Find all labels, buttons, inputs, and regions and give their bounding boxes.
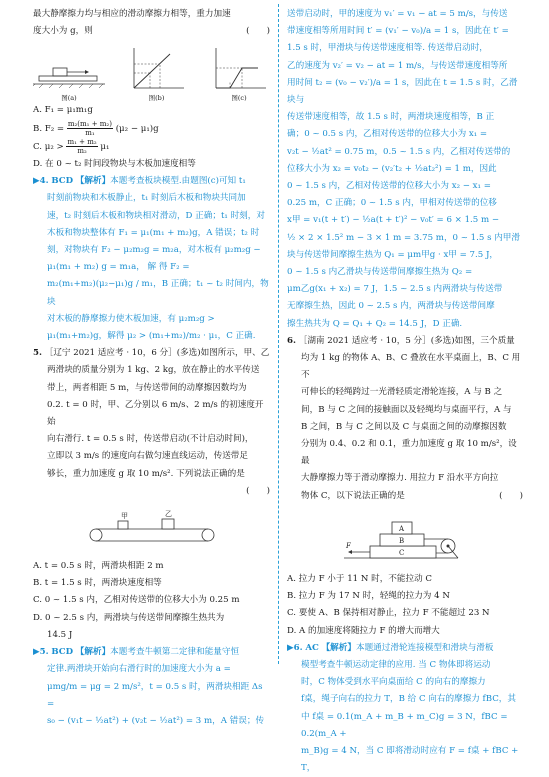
block-label-jia: 甲 bbox=[120, 512, 128, 521]
block-label-a: A bbox=[399, 524, 405, 533]
figure-a bbox=[33, 46, 105, 102]
solution-5-cont-line: 擦生热共为 Q = Q₁ + Q₂ = 14.5 J，D 正确. bbox=[287, 318, 463, 329]
question-6-line: 可伸长的轻绳跨过一光滑轻质定滑轮连接，A 与 B 之 bbox=[301, 387, 503, 398]
solution-4-line: μ₁(m₁+m₂)g，解得 μ₂ > (m₁+m₂)/m₂ · μ₁，C 正确. bbox=[47, 331, 256, 342]
solution-5-answer: BCD bbox=[51, 647, 74, 658]
block-label-yi: 乙 bbox=[164, 510, 172, 519]
question-5-line: 向右滑行. t = 0.5 s 时，传送带启动(不计启动时间)， bbox=[47, 434, 254, 445]
question-5 bbox=[33, 345, 270, 644]
solution-5-cont-line: 传送带速度相等，故 1.5 s 时，两滑块速度相等，B 正 bbox=[287, 112, 495, 123]
solution-5-line: 本题考查牛顿第二定律和能量守恒 bbox=[110, 647, 240, 658]
solution-6-marker: ▶6. bbox=[287, 642, 303, 653]
question-5-line: ［辽宁 2021 适应考 · 10，6 分］(多选)如图所示，甲、乙 bbox=[44, 348, 270, 359]
figure-b bbox=[126, 44, 188, 102]
force-label-f: F bbox=[346, 541, 351, 550]
solution-5-cont-line: 乙的速度为 v₂′ = v₂ − at = 1 m/s，与传送带速度相等所 bbox=[287, 60, 508, 71]
solution-4-answer: BCD bbox=[51, 176, 74, 187]
block-label-c: C bbox=[399, 548, 405, 557]
board-block-diagram bbox=[33, 46, 105, 94]
question-5-line: 立即以 3 m/s 的速度向右做匀速直线运动，传送带足 bbox=[47, 451, 248, 462]
solution-5-cont-line: ½ × 2 × 1.5² m − 3 × 1 m = 3.75 m，0 ~ 1.5 s 内甲滑 bbox=[287, 232, 520, 243]
solution-4-line: 速，t₂ 时刻后木板和物块相对滑动，D 正确；t₁ 时刻，对 bbox=[47, 210, 265, 221]
solution-5-cont-line: 送带启动时，甲的速度为 v₁′ = v₁ − at = 5 m/s，与传送 bbox=[287, 9, 508, 19]
question-6-number: 6. bbox=[287, 335, 296, 346]
question-6-line: 大静摩擦力等于滑动摩擦力. 用拉力 F 沿水平方向拉 bbox=[301, 473, 499, 484]
question-6-option-c: C. 要使 A、B 保持相对静止，拉力 F 不能超过 23 N bbox=[287, 608, 490, 619]
question-6-line: ［湖南 2021 适应考 · 10，5 分］(多选)如图，三个质量 bbox=[298, 335, 515, 346]
solution-4 bbox=[33, 173, 270, 345]
figure-c bbox=[208, 44, 270, 102]
question-6-option-a: A. 拉力 F 小于 11 N 时，不能拉动 C bbox=[287, 573, 432, 584]
solution-5-continued bbox=[287, 6, 523, 333]
solution-4-line: 本题考查板块模型.由题图(c)可知 t₁ bbox=[110, 176, 246, 187]
solution-5-line: 定律.两滑块开始向右滑行时的加速度大小为 a = bbox=[47, 664, 231, 675]
solution-5-cont-line: 0.25 m，C 正确；0 ~ 1.5 s 内，甲相对传送带的位移 bbox=[287, 198, 497, 209]
q3-option-b: B. F₂ = $\frac{\text{m₂(m₁ + m₂)}}{\text{m₁}}$ (μ₂ − μ₁)g bbox=[33, 119, 159, 137]
right-column bbox=[287, 6, 523, 777]
question-6 bbox=[287, 333, 523, 640]
question-5-option-d: D. 0 ~ 2.5 s 内，两滑块与传送带间摩擦生热共为 bbox=[33, 612, 225, 623]
figure-b-caption: 图(b) bbox=[148, 94, 165, 103]
solution-5-line: s₀ − (v₁t − ½at²) + (v₂t − ½at²) = 3 m，A 错误；传 bbox=[47, 715, 265, 726]
pulley-figure bbox=[287, 505, 523, 571]
solution-4-line: 刻，对物块有 F₂ − μ₂m₂g = m₂a，对木板有 μ₂m₂g − bbox=[47, 245, 261, 256]
solution-5-cont-line: 块与传送带间摩擦生热为 Q₁ = μm甲g · x甲 = 7.5 J， bbox=[287, 249, 498, 260]
q3-line2: 度大小为 g，则 ( ) bbox=[33, 23, 270, 40]
solution-6-line: 中 f桌 = 0.1(m_A + m_B + m_C)g = 3 N，fBC = 0.2(m_A + bbox=[301, 711, 508, 739]
block-label-b: B bbox=[399, 536, 405, 545]
solution-6-line: m_B)g = 4 N，当 C 即将滑动时应有 F = f桌 + fBC + T， bbox=[301, 745, 519, 774]
q3-figures bbox=[33, 42, 270, 102]
solution-5-cont-line: x甲 = v₁(t + t′) − ½a(t + t′)² − v₀t′ = 6 × 1.5 m − bbox=[287, 215, 500, 226]
solution-5-cont-line: μm乙g(x₁ + x₂) = 7 J，1.5 ~ 2.5 s 内两滑块与传送带 bbox=[287, 284, 503, 295]
solution-5-cont-line: 无摩擦生热，因此 0 ~ 2.5 s 内，两滑块与传送带间摩 bbox=[287, 301, 495, 312]
question-5-option-b: B. t = 1.5 s 时，两滑块速度相等 bbox=[33, 578, 162, 589]
conveyor-belt-diagram bbox=[82, 509, 222, 549]
solution-4-line: μ₁(m₁ + m₂) g = m₁a， 解 得 F₂ = bbox=[47, 262, 190, 273]
figure-c-caption: 图(c) bbox=[231, 94, 247, 103]
column-divider bbox=[278, 4, 279, 664]
solution-5-tag: 【解析】 bbox=[75, 647, 111, 658]
force-time-graph bbox=[126, 44, 188, 94]
q3-option-c: C. μ₂ > $\frac{\text{m₁ + m₂}}{\text{m₂}}$ μ₁ bbox=[33, 137, 110, 155]
q3-option-d: D. 在 0 ~ t₂ 时间段物块与木板加速度相等 bbox=[33, 159, 196, 170]
solution-5-cont-line: 带速度相等所用时间 t′ = (v₁′ − v₀)/a = 1 s，因此在 t′ = bbox=[287, 26, 509, 37]
question-5-option-c: C. 0 ~ 1.5 s 内，乙相对传送带的位移大小为 0.25 m bbox=[33, 595, 240, 606]
solution-5-cont-line: v₂t − ½at² = 0.75 m，0.5 ~ 1.5 s 内，乙相对传送带的 bbox=[287, 146, 511, 157]
question-6-option-b: B. 拉力 F 为 17 N 时，轻绳的拉力为 4 N bbox=[287, 591, 450, 602]
solution-4-line: 木板和物块整体有 F₁ = μ₁(m₁ + m₂)g，A 错误；t₂ 时 bbox=[47, 227, 260, 238]
q3-option-b-fraction: $\frac{\text{m₂(m₁ + m₂)}}{\text{m₁}}$ bbox=[67, 119, 112, 137]
conveyor-figure bbox=[33, 500, 270, 558]
solution-6 bbox=[287, 640, 523, 777]
q3-line1: 最大静摩擦力均与相应的滑动摩擦力相等，重力加速 bbox=[33, 9, 231, 19]
solution-4-line: 时刻前物块和木板静止，t₁ 时刻后木板和物块共同加 bbox=[47, 193, 246, 204]
solution-5-cont-line: 位移大小为 x₂ = v₀t₂ − (v₂′t₂ + ½at₂²) = 1 m，因此 bbox=[287, 163, 497, 174]
figure-a-caption: 图(a) bbox=[61, 94, 77, 103]
question-5-answer-paren: ( ) bbox=[246, 485, 270, 496]
solution-5-cont-line: 确；0 ~ 0.5 s 内，乙相对传送带的位移大小为 x₁ = bbox=[287, 129, 488, 140]
q3-answer-paren: ( ) bbox=[246, 26, 270, 37]
question-6-option-d: D. A 的加速度将随拉力 F 的增大而增大 bbox=[287, 625, 440, 636]
question-5-line: 0.2. t = 0 时，甲、乙分别以 6 m/s、2 m/s 的初速度开始 bbox=[47, 399, 264, 428]
solution-4-line: m₂(m₁+m₂)(μ₂−μ₁)g / m₁，B 正确；t₁ ~ t₂ 时间内，物块 bbox=[47, 279, 269, 307]
question-6-line: 均为 1 kg 的物体 A、B、C 叠放在水平桌面上，B、C 用不 bbox=[301, 353, 521, 381]
question-5-number: 5. bbox=[33, 348, 42, 359]
solution-5 bbox=[33, 644, 270, 730]
solution-6-tag: 【解析】 bbox=[321, 642, 356, 653]
stacked-blocks-pulley-diagram bbox=[340, 510, 470, 566]
solution-4-tag: 【解析】 bbox=[75, 176, 111, 187]
question-5-line: 够长，重力加速度 g 取 10 m/s². 下列说法正确的是 bbox=[47, 468, 245, 479]
solution-5-line: μmg/m = μg = 2 m/s²，t = 0.5 s 时，两滑块相距 Δs = bbox=[47, 681, 263, 709]
solution-5-cont-line: 用时间 t₂ = (v₀ − v₂′)/a = 1 s，因此在 t = 1.5 s 时，乙滑块与 bbox=[287, 77, 518, 106]
solution-6-line: 本题通过滑轮连接模型和滑块与滑板 bbox=[355, 642, 494, 653]
solution-6-line: f桌，绳子向右的拉力 T，B 给 C 向右的摩擦力 fBC，其 bbox=[301, 694, 516, 705]
q3-option-c-fraction: $\frac{\text{m₁ + m₂}}{\text{m₂}}$ bbox=[67, 137, 97, 155]
solution-6-line: 时，C 物体受到水平向桌面给 C 的向右的摩擦力 bbox=[301, 677, 486, 688]
solution-5-marker: ▶5. bbox=[33, 647, 49, 658]
question-5-option-d-cont: 14.5 J bbox=[47, 629, 73, 640]
question-5-option-a: A. t = 0.5 s 时，两滑块相距 2 m bbox=[33, 561, 164, 572]
question-6-answer-paren: ( ) bbox=[499, 490, 523, 501]
question-5-line: 带上，两者相距 5 m，与传送带间的动摩擦因数均为 bbox=[47, 382, 247, 393]
question-5-line: 两滑块的质量分别为 1 kg、2 kg，放在静止的水平传送 bbox=[47, 365, 260, 376]
solution-5-cont-line: 0 ~ 1.5 s 内，乙相对传送带的位移大小为 x₂ − x₁ = bbox=[287, 181, 491, 192]
acceleration-time-graph bbox=[208, 44, 270, 94]
question-6-line: B 之间，B 与 C 之间以及 C 与桌面之间的动摩擦因数 bbox=[301, 421, 507, 432]
left-column bbox=[33, 6, 270, 730]
question-6-line: 间，B 与 C 之间的接触面以及轻绳均与桌面平行，A 与 bbox=[301, 404, 512, 415]
question-6-line: 分别为 0.4、0.2 和 0.1，重力加速度 g 取 10 m/s²，设最 bbox=[301, 439, 517, 467]
solution-5-cont-line: 1.5 s 时，甲滑块与传送带速度相等. 传送带启动时， bbox=[287, 43, 488, 54]
solution-4-line: 对木板的静摩擦力使木板加速，有 μ₂m₂g > bbox=[47, 313, 215, 324]
solution-4-marker: ▶4. bbox=[33, 176, 49, 187]
solution-6-line: 模型考查牛顿运动定律的应用. 当 C 物体即将运动 bbox=[301, 659, 491, 670]
q3-option-a: A. F₁ = μ₁m₁g bbox=[33, 105, 93, 116]
question-6-line: 物体 C，以下说法正确的是 bbox=[301, 490, 405, 501]
solution-6-answer: AC bbox=[305, 642, 319, 653]
solution-5-cont-line: 0 ~ 1.5 s 内乙滑块与传送带间摩擦生热为 Q₂ = bbox=[287, 267, 473, 278]
